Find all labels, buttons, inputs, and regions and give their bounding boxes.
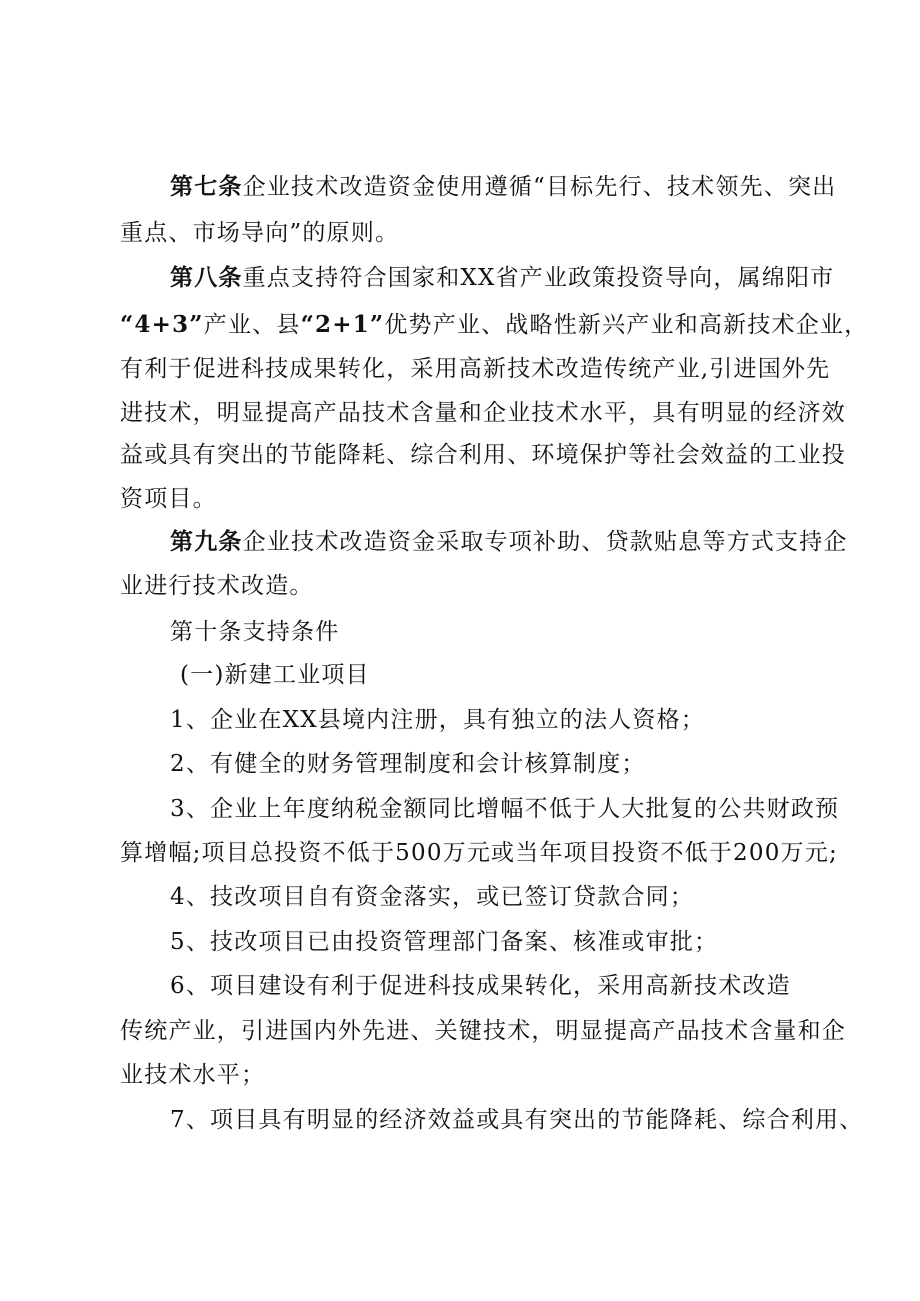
article-9-line-2: 业进行技术改造。 xyxy=(120,573,314,599)
item-6-line-1: 6、项目建设有利于促进科技成果转化，采用高新技术改造 xyxy=(170,973,791,999)
item-5: 5、技改项目已由投资管理部门备案、核准或审批； xyxy=(170,929,719,955)
article-7-heading: 第七条 xyxy=(170,173,243,200)
article-8-line-6: 资项目。 xyxy=(120,486,217,512)
article-7-text: 企业技术改造资金使用遵循“目标先行、技术领先、突出 xyxy=(242,174,837,200)
item-6-line-2: 传统产业，引进国内外先进、关键技术，明显提高产品技术含量和企 xyxy=(120,1018,846,1044)
item-2: 2、有健全的财务管理制度和会计核算制度； xyxy=(170,751,646,777)
item-7-line-1: 7、项目具有明显的经济效益或具有突出的节能降耗、综合利用、 xyxy=(170,1107,864,1133)
article-8-quote-2: “2+1” xyxy=(300,311,385,338)
article-8-heading: 第八条 xyxy=(170,264,243,291)
item-6-line-3: 业技术水平； xyxy=(120,1062,266,1088)
article-7-line-2: 重点、市场导向”的原则。 xyxy=(120,220,400,246)
article-8-line-1 xyxy=(170,263,834,293)
article-8-line-2 xyxy=(120,310,868,340)
item-4: 4、技改项目自有资金落实，或已签订贷款合同； xyxy=(170,884,695,910)
article-9-text: 企业技术改造资金采取专项补助、贷款贴息等方式支持企 xyxy=(242,529,848,555)
article-8-text: 重点支持符合国家和XX省产业政策投资导向，属绵阳市 xyxy=(242,265,835,291)
article-8-text-b: 优势产业、战略性新兴产业和高新技术企业， xyxy=(384,312,869,338)
article-8-quote-1: “4+3” xyxy=(120,311,204,338)
item-3-line-1: 3、企业上年度纳税金额同比增幅不低于人大批复的公共财政预 xyxy=(170,796,840,822)
article-9-line-1 xyxy=(170,527,848,557)
article-8-text-a: 产业、县 xyxy=(203,312,301,338)
item-3-line-2: 算增幅;项目总投资不低于500万元或当年项目投资不低于200万元; xyxy=(120,840,838,866)
item-1: 1、企业在XX县境内注册，具有独立的法人资格； xyxy=(170,707,705,733)
section-1-heading: (一)新建工业项目 xyxy=(180,662,370,688)
article-8-line-3: 有利于促进科技成果转化，采用高新技术改造传统产业,引进国外先 xyxy=(120,356,831,382)
article-10-title: 第十条支持条件 xyxy=(170,619,340,645)
article-9-heading: 第九条 xyxy=(170,528,243,555)
article-8-line-4: 进技术，明显提高产品技术含量和企业技术水平，具有明显的经济效 xyxy=(120,400,846,426)
article-8-line-5: 益或具有突出的节能降耗、综合利用、环境保护等社会效益的工业投 xyxy=(120,442,846,468)
article-7-line-1 xyxy=(170,172,836,202)
